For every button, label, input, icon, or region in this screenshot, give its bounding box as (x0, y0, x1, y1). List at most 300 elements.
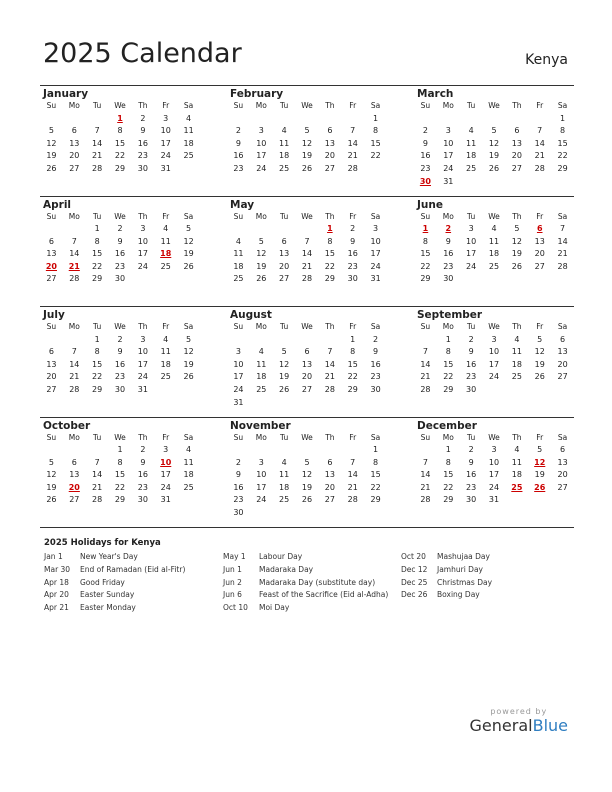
day-cell: 21 (92, 151, 103, 161)
day-cell: 29 (114, 495, 126, 505)
day-cell (318, 113, 341, 126)
day-cell (505, 113, 528, 126)
day-cell: 19 (46, 482, 57, 492)
day-cell (414, 444, 437, 457)
week-row (414, 248, 574, 261)
day-cell: 12 (46, 138, 57, 148)
day-cell: 14 (347, 138, 358, 148)
day-cell: 19 (534, 359, 545, 369)
weekday-label: Mo (255, 101, 267, 110)
week-row (227, 494, 387, 507)
day-cell: 24 (233, 384, 244, 394)
day-cell (86, 113, 109, 126)
week-row (40, 248, 200, 261)
day-cell: 25 (488, 261, 500, 271)
weekday-label: Su (46, 432, 57, 442)
week-row (227, 163, 387, 176)
week-row (40, 494, 200, 507)
day-cell: 25 (183, 151, 194, 161)
weekday-label: Fr (349, 211, 357, 221)
weekday-label: Fr (349, 322, 357, 331)
day-cell: 19 (46, 151, 57, 161)
day-cell (364, 163, 387, 176)
day-cell: 14 (69, 359, 80, 369)
day-cell: 29 (114, 163, 126, 173)
day-cell: 25 (183, 482, 194, 492)
day-cell (40, 113, 63, 126)
day-cell: 23 (114, 261, 126, 271)
day-cell: 18 (511, 470, 522, 480)
day-cell: 20 (301, 372, 313, 382)
day-cell: 29 (324, 274, 335, 284)
day-cell (154, 273, 177, 286)
day-cell: 4 (281, 126, 287, 136)
day-cell: 22 (420, 261, 431, 271)
week-row (414, 346, 574, 359)
week-row (227, 150, 387, 163)
day-cell: 21 (420, 372, 431, 382)
day-cell: 21 (347, 151, 358, 161)
week-row (414, 334, 574, 347)
brand-logo (470, 716, 568, 735)
weekday-label: Fr (536, 322, 544, 331)
day-cell: 18 (488, 249, 500, 259)
weekday-label: Sa (557, 101, 568, 110)
day-cell (437, 113, 460, 126)
day-cell: 4 (281, 457, 287, 467)
day-cell: 16 (466, 359, 477, 369)
month-block (40, 197, 200, 307)
quarter-row (40, 306, 574, 417)
weekday-label: Mo (68, 101, 80, 110)
day-cell: 25 (160, 372, 171, 382)
day-cell: 2 (140, 445, 146, 455)
weekday-label: Sa (183, 322, 194, 331)
weekday-header (414, 211, 574, 224)
day-cell (273, 223, 296, 236)
day-cell: 2 (140, 113, 146, 123)
day-cell: 14 (347, 470, 358, 480)
day-cell: 3 (163, 113, 169, 123)
week-row (414, 176, 574, 189)
weekday-label: Su (233, 211, 244, 221)
weekday-label: Tu (467, 432, 476, 442)
holiday-item (223, 564, 419, 577)
weekday-label: We (488, 432, 500, 442)
day-cell: 13 (46, 249, 57, 259)
holiday-day: 21 (68, 261, 80, 271)
day-cell: 24 (160, 482, 171, 492)
day-cell: 11 (183, 126, 194, 136)
holiday-date: Oct 20 (401, 552, 426, 561)
day-cell: 8 (373, 126, 379, 136)
holiday-day: 1 (327, 224, 333, 234)
day-cell: 5 (514, 224, 520, 234)
day-cell: 31 (443, 176, 454, 186)
day-cell: 7 (327, 347, 333, 357)
day-cell: 20 (69, 151, 80, 161)
holiday-date: Mar 30 (44, 564, 71, 574)
day-cell: 16 (443, 249, 454, 259)
week-row (227, 507, 387, 520)
holiday-date: Jan 1 (44, 552, 63, 561)
day-cell: 13 (301, 359, 313, 369)
month-name: May (230, 198, 255, 211)
day-cell: 22 (557, 151, 568, 161)
day-cell: 16 (347, 249, 358, 259)
day-cell: 17 (233, 372, 244, 382)
day-cell: 25 (466, 163, 477, 173)
weekday-label: Su (420, 211, 431, 221)
day-cell (551, 494, 574, 507)
week-row (414, 444, 574, 457)
holiday-date: Jun 1 (223, 564, 242, 574)
quarter-row (40, 417, 574, 529)
day-cell: 5 (48, 457, 54, 467)
week-row (40, 384, 200, 397)
day-cell: 7 (422, 347, 428, 357)
day-cell: 9 (117, 347, 123, 357)
day-cell: 15 (92, 359, 103, 369)
day-cell (296, 444, 319, 457)
day-cell: 9 (235, 138, 241, 148)
week-row (227, 223, 387, 236)
week-row (414, 236, 574, 249)
day-cell (296, 397, 319, 410)
day-cell: 5 (186, 334, 192, 344)
month-name: April (43, 198, 72, 211)
day-cell: 6 (304, 347, 310, 357)
day-cell (227, 444, 250, 457)
holidays-title: 2025 Holidays for Kenya (44, 538, 161, 548)
week-row (414, 261, 574, 274)
day-cell: 13 (46, 359, 57, 369)
holiday-item (401, 577, 577, 590)
day-cell (177, 384, 200, 397)
day-cell: 10 (233, 359, 244, 369)
day-cell (483, 384, 506, 397)
day-cell: 9 (350, 236, 356, 246)
weekday-label: Sa (557, 432, 568, 442)
week-row (227, 359, 387, 372)
holiday-day: 20 (68, 482, 80, 492)
day-cell: 24 (443, 163, 454, 173)
week-row (40, 457, 200, 470)
day-cell: 2 (235, 457, 241, 467)
week-row (40, 236, 200, 249)
day-cell: 1 (94, 224, 100, 234)
day-cell (364, 507, 387, 520)
day-cell: 27 (69, 163, 80, 173)
weekday-label: Fr (162, 101, 170, 110)
day-cell: 5 (537, 445, 543, 455)
day-cell: 19 (534, 470, 545, 480)
day-cell: 6 (560, 334, 566, 344)
day-cell: 27 (511, 163, 522, 173)
month-name: July (43, 309, 65, 321)
day-cell: 3 (468, 224, 474, 234)
day-cell: 20 (324, 151, 335, 161)
holiday-day: 18 (160, 249, 172, 259)
week-row (40, 261, 200, 274)
weekday-label: We (301, 432, 313, 442)
day-cell (273, 444, 296, 457)
weekday-label: Sa (370, 211, 381, 221)
day-cell: 16 (370, 359, 381, 369)
day-cell: 10 (488, 457, 500, 467)
weekday-label: Sa (370, 432, 381, 442)
holiday-column (44, 551, 210, 615)
month-block (227, 418, 387, 528)
weekday-label: Th (138, 101, 148, 110)
day-cell: 8 (94, 347, 100, 357)
day-cell: 24 (370, 261, 381, 271)
holiday-item (44, 577, 210, 590)
day-cell: 2 (117, 224, 123, 234)
day-cell: 31 (160, 163, 171, 173)
day-cell: 10 (370, 236, 381, 246)
day-cell: 22 (347, 372, 358, 382)
country-label: Kenya (525, 52, 568, 68)
weekday-header (227, 432, 387, 445)
day-cell: 9 (468, 347, 474, 357)
holiday-column (223, 551, 419, 615)
day-cell: 15 (114, 470, 126, 480)
weekday-label: Tu (93, 432, 102, 442)
holiday-item (44, 564, 210, 577)
day-cell: 6 (560, 445, 566, 455)
day-cell: 13 (69, 470, 80, 480)
brand-general: General (469, 716, 533, 735)
day-cell (528, 113, 551, 126)
day-cell (250, 507, 273, 520)
day-cell: 1 (560, 113, 566, 123)
day-cell: 29 (347, 384, 358, 394)
day-cell: 27 (46, 274, 57, 284)
day-cell: 25 (279, 163, 290, 173)
day-cell: 10 (160, 126, 171, 136)
week-row (227, 236, 387, 249)
weekday-label: Th (325, 211, 335, 221)
day-cell: 24 (256, 163, 267, 173)
day-cell: 6 (327, 457, 333, 467)
day-cell: 16 (114, 359, 126, 369)
day-cell: 7 (560, 224, 566, 234)
day-cell (528, 273, 551, 286)
day-cell: 16 (137, 470, 148, 480)
day-cell: 18 (279, 151, 290, 161)
weekday-label: Su (420, 322, 431, 331)
holiday-item (223, 589, 419, 602)
weekday-label: Th (325, 432, 335, 442)
holiday-date: Jun 2 (223, 577, 242, 587)
month-name: June (417, 198, 443, 211)
weekday-label: Sa (557, 211, 568, 221)
weekday-label: Th (512, 322, 522, 331)
holiday-name: New Year's Day (80, 552, 138, 561)
day-cell: 2 (468, 445, 474, 455)
day-cell: 6 (48, 236, 54, 246)
weekday-label: Mo (68, 211, 80, 221)
day-cell: 12 (488, 138, 500, 148)
day-cell: 16 (233, 151, 244, 161)
day-cell: 22 (114, 482, 126, 492)
week-row (40, 346, 200, 359)
weekday-label: Fr (162, 432, 170, 442)
day-cell: 15 (114, 138, 126, 148)
day-cell: 19 (256, 261, 267, 271)
day-cell: 4 (491, 224, 497, 234)
day-cell (505, 273, 528, 286)
quarter-row (40, 196, 574, 307)
day-cell: 25 (256, 384, 267, 394)
day-cell (63, 223, 86, 236)
day-cell: 13 (279, 249, 290, 259)
weekday-label: Su (420, 432, 431, 442)
day-cell: 12 (534, 347, 545, 357)
weekday-label: Mo (255, 211, 267, 221)
holiday-date: Dec 26 (401, 590, 428, 600)
day-cell: 11 (466, 138, 477, 148)
day-cell: 2 (422, 126, 428, 136)
day-cell (483, 176, 506, 189)
day-cell (414, 334, 437, 347)
day-cell (63, 113, 86, 126)
month-block (40, 86, 200, 196)
day-cell: 19 (279, 372, 290, 382)
day-cell: 17 (488, 359, 500, 369)
week-row (227, 261, 387, 274)
day-cell (364, 397, 387, 410)
day-cell: 17 (466, 249, 477, 259)
day-cell (341, 444, 364, 457)
month-name: December (417, 419, 477, 432)
holiday-name: Madaraka Day (259, 564, 314, 574)
holiday-day: 6 (536, 224, 543, 234)
holiday-date: May 1 (223, 552, 246, 561)
holiday-name: Boxing Day (437, 590, 480, 600)
weekday-label: We (488, 211, 500, 221)
day-cell: 15 (370, 138, 381, 148)
day-cell: 22 (443, 372, 454, 382)
day-cell: 20 (279, 261, 290, 271)
day-cell: 1 (445, 334, 451, 344)
weekday-label: Tu (280, 322, 289, 331)
week-row (414, 384, 574, 397)
holiday-day: 20 (45, 261, 57, 271)
month-name: January (43, 88, 89, 100)
month-block (40, 418, 200, 528)
day-cell: 6 (71, 457, 77, 467)
day-cell (40, 334, 63, 347)
day-cell: 9 (468, 457, 474, 467)
day-cell: 8 (117, 126, 123, 136)
day-cell: 12 (256, 249, 267, 259)
day-cell (63, 334, 86, 347)
day-cell (460, 176, 483, 189)
day-cell (177, 273, 200, 286)
weekday-label: We (114, 101, 126, 110)
day-cell (505, 494, 528, 507)
day-cell: 9 (140, 126, 146, 136)
day-cell (318, 397, 341, 410)
day-cell: 30 (466, 495, 477, 505)
week-row (40, 444, 200, 457)
weekday-label: Th (138, 432, 148, 442)
page-title: 2025 Calendar (43, 38, 242, 69)
week-row (227, 138, 387, 151)
weekday-label: Sa (370, 322, 381, 331)
day-cell: 21 (92, 482, 103, 492)
day-cell (483, 113, 506, 126)
day-cell: 4 (163, 224, 169, 234)
day-cell: 3 (140, 224, 146, 234)
day-cell: 12 (511, 236, 522, 246)
weekday-label: Fr (536, 432, 544, 442)
weekday-label: Su (46, 322, 57, 331)
day-cell: 29 (370, 495, 381, 505)
holiday-day: 26 (534, 482, 546, 492)
holiday-date: Apr 20 (44, 590, 69, 600)
day-cell: 22 (92, 261, 103, 271)
week-row (227, 482, 387, 495)
day-cell: 26 (279, 384, 290, 394)
weekday-header (40, 211, 200, 224)
day-cell: 6 (514, 126, 520, 136)
weekday-label: Mo (442, 101, 454, 110)
day-cell (341, 397, 364, 410)
day-cell (528, 494, 551, 507)
day-cell: 6 (281, 236, 287, 246)
day-cell (177, 494, 200, 507)
holiday-day: 25 (511, 482, 523, 492)
weekday-label: Tu (467, 322, 476, 331)
day-cell: 26 (488, 163, 500, 173)
day-cell: 23 (347, 261, 358, 271)
day-cell: 2 (235, 126, 241, 136)
weekday-header (227, 211, 387, 224)
week-row (40, 482, 200, 495)
day-cell: 21 (557, 249, 568, 259)
day-cell: 9 (422, 138, 428, 148)
day-cell: 7 (304, 236, 310, 246)
day-cell (250, 113, 273, 126)
day-cell: 31 (160, 495, 171, 505)
day-cell (460, 273, 483, 286)
day-cell: 11 (279, 470, 290, 480)
weekday-label: Su (233, 322, 244, 331)
day-cell (505, 384, 528, 397)
day-cell: 16 (114, 249, 126, 259)
holiday-name: Good Friday (80, 577, 125, 587)
day-cell (131, 273, 154, 286)
day-cell: 16 (420, 151, 431, 161)
weekday-label: Tu (280, 432, 289, 442)
day-cell: 8 (350, 347, 356, 357)
day-cell: 5 (281, 347, 287, 357)
weekday-header (414, 100, 574, 113)
day-cell: 5 (186, 224, 192, 234)
day-cell: 24 (488, 482, 500, 492)
day-cell: 12 (301, 138, 313, 148)
day-cell: 13 (324, 470, 335, 480)
month-name: March (417, 88, 454, 100)
day-cell: 6 (327, 126, 333, 136)
day-cell: 11 (256, 359, 267, 369)
footer-brand (470, 707, 568, 735)
day-cell: 24 (466, 261, 477, 271)
day-cell: 30 (466, 384, 477, 394)
